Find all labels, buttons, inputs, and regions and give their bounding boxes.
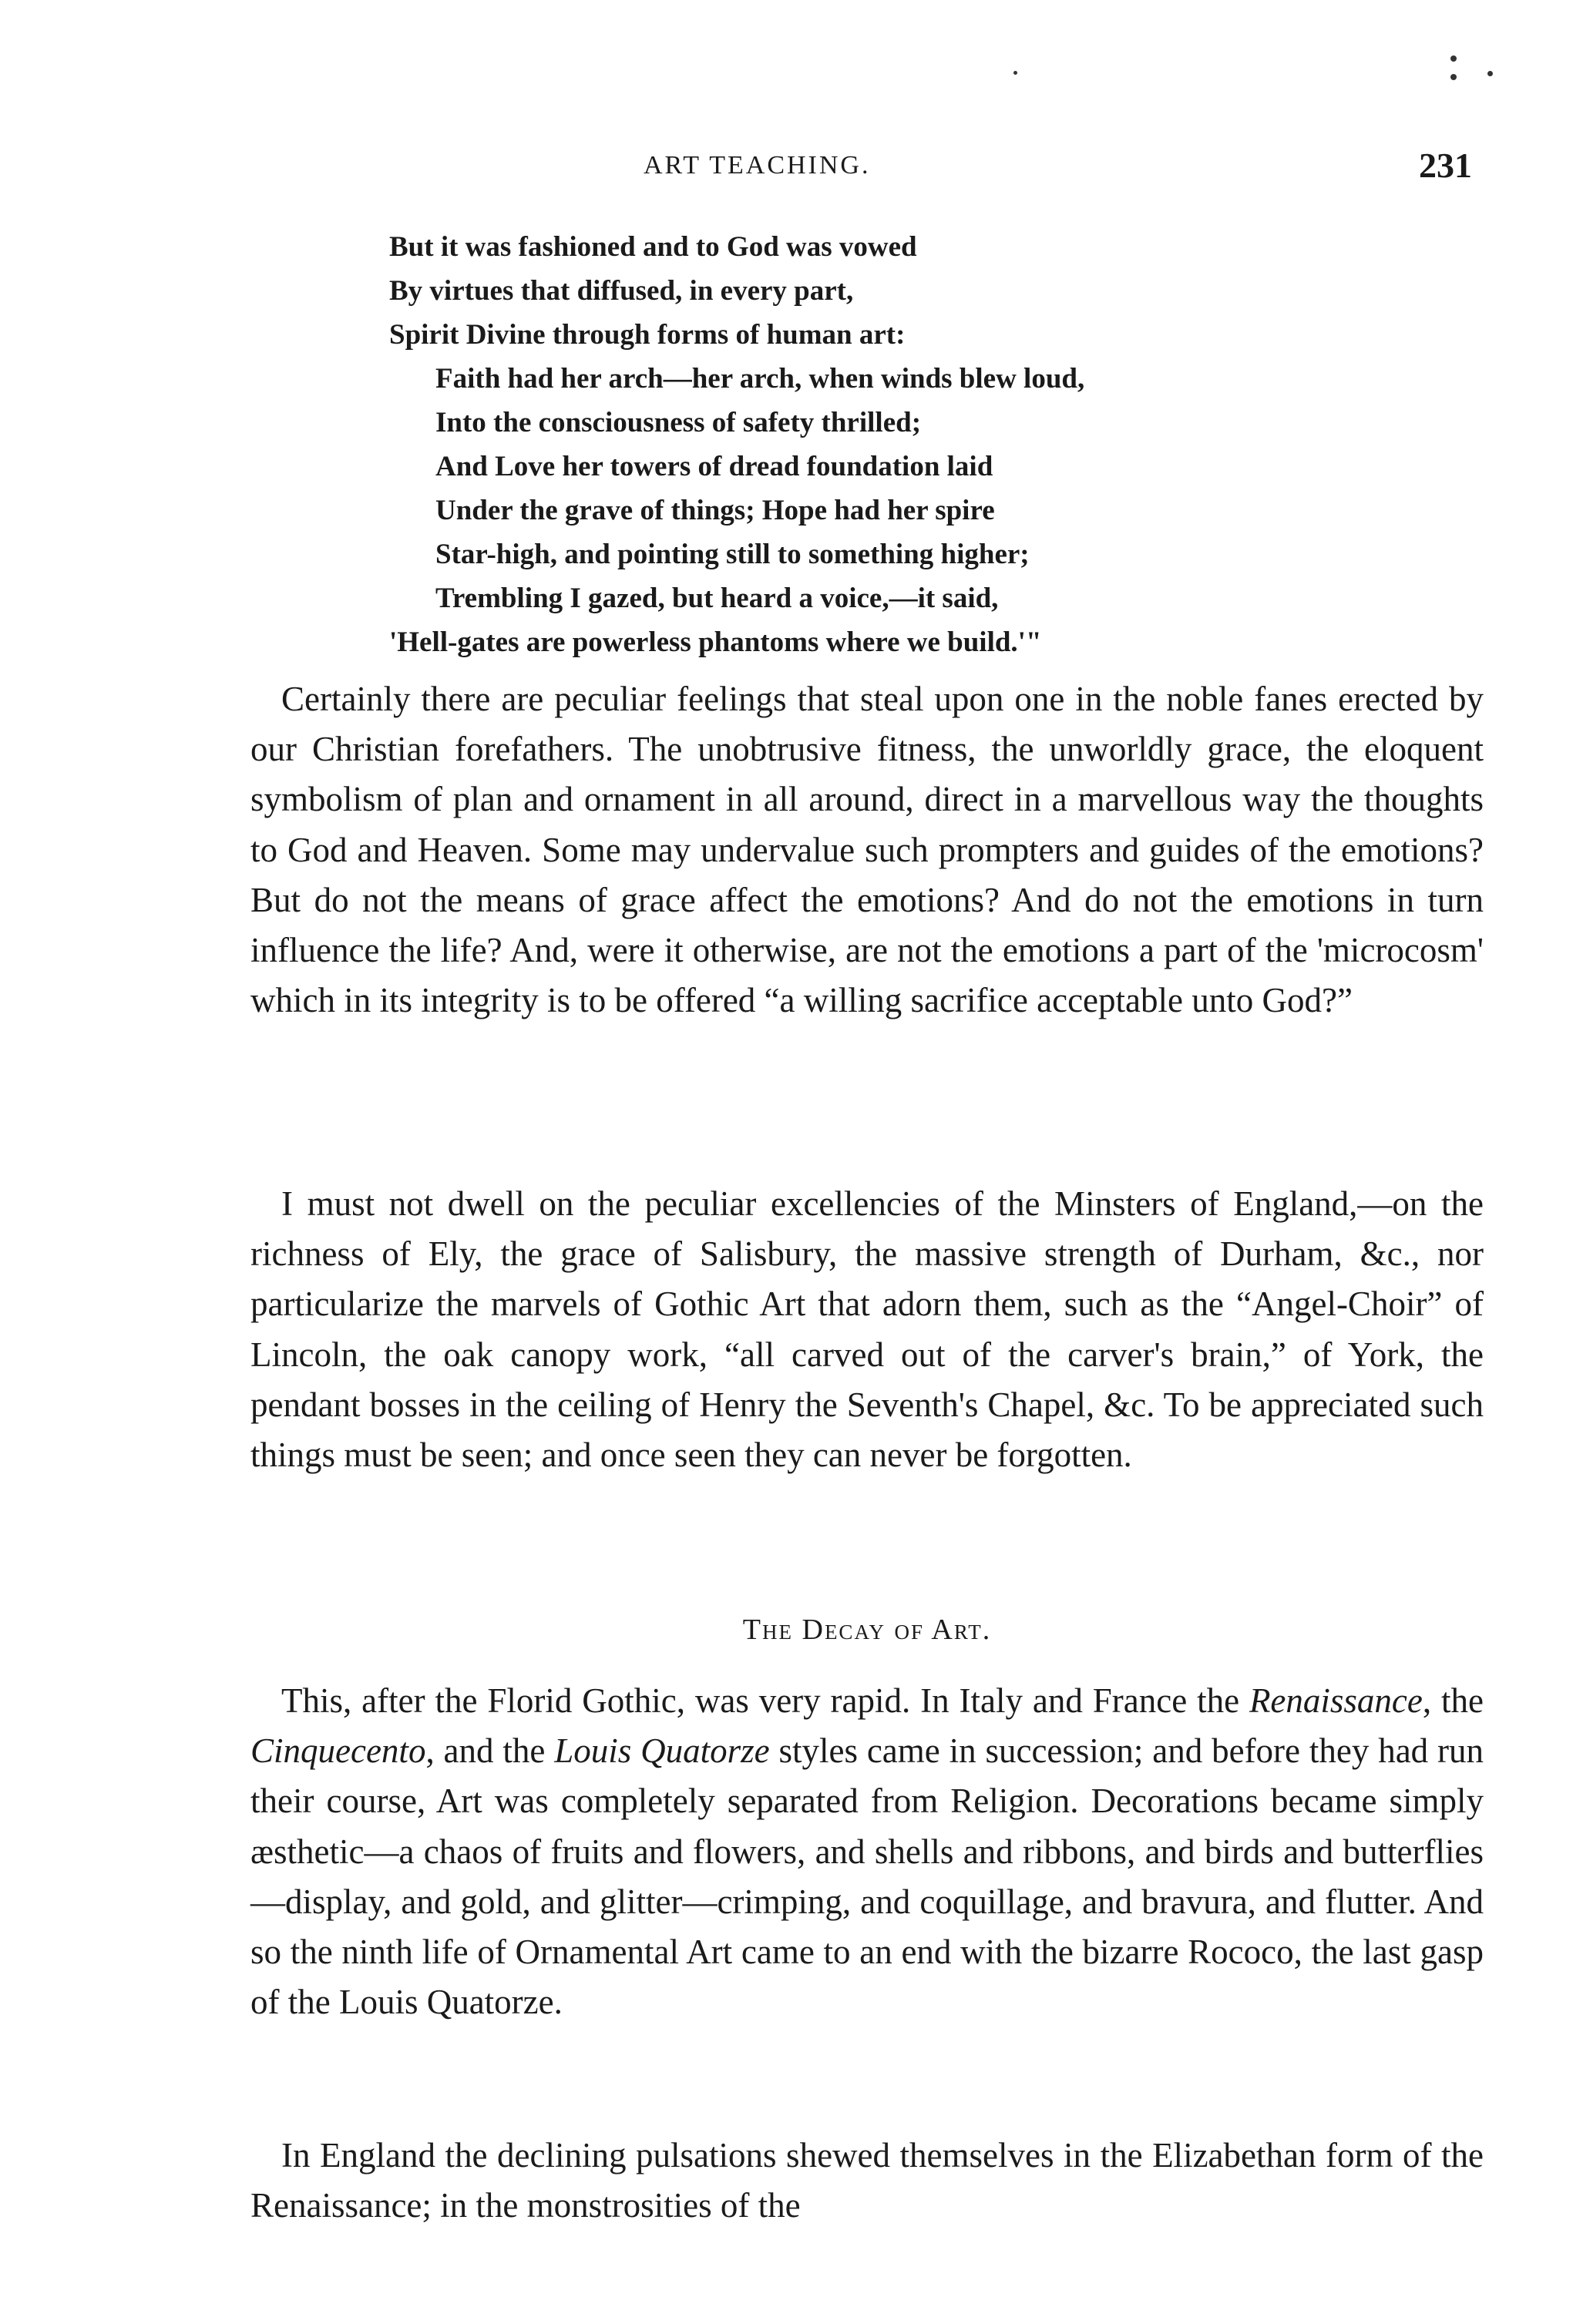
italic-term: Renaissance [1249, 1681, 1423, 1720]
poem-line: Faith had her arch—her arch, when winds blew loud, [435, 363, 1085, 395]
poem-line: And Love her towers of dread foundation laid [435, 451, 993, 482]
paragraph-decay [250, 1676, 1484, 2027]
paragraph-text: In England the declining pulsations shewed themselves in the Elizabethan form of the Renaissance; in the monstrosities of the [250, 2136, 1484, 2225]
text-run: , the [1422, 1681, 1484, 1720]
italic-term: Cinquecento [250, 1731, 426, 1771]
poem-line: Star-high, and pointing still to something higher; [435, 539, 1030, 570]
paragraph-england [250, 2131, 1484, 2231]
section-heading: The Decay of Art. [742, 1614, 992, 1646]
poem-line: Trembling I gazed, but heard a voice,—it said, [435, 583, 999, 614]
page-number: 231 [1419, 146, 1472, 185]
poem-line: Under the grave of things; Hope had her spire [435, 495, 995, 526]
poem-line: By virtues that diffused, in every part, [389, 275, 854, 307]
paragraph-minsters [250, 1179, 1484, 1480]
italic-term: Louis Quatorze [554, 1731, 770, 1771]
paragraph-text: Certainly there are peculiar feelings that steal upon one in the noble fanes erected by our Christian forefathers. The unobtrusive fitness, the unworldly grace, the eloquent symbolism of plan and ornament in all around, direct in a marvellous way the thoughts to God and Heaven. Some may undervalue such prompters and guides of the emotions? But do not the means of grace affect the emotions? And do not the emotions in turn influence the life? And, were it otherwise, are not the emotions a part of the 'microcosm' which in its integrity is to be offered “a willing sacrifice acceptable unto God?” [250, 680, 1484, 1020]
scan-speck [1487, 71, 1493, 76]
running-head [254, 145, 1472, 199]
scan-speck [1450, 74, 1457, 80]
text-run: This, after the Florid Gothic, was very rapid. In Italy and France the [281, 1681, 1249, 1720]
poem-line: 'Hell-gates are powerless phantoms where we build.'" [389, 626, 1042, 658]
paragraph-fanes [250, 674, 1484, 1026]
text-run: styles came in succession; and before they had run their course, Art was completely separated from Religion. Decorations became simply æsthetic—a chaos of fruits and flowers, and shells and ribbons, and birds and butterflies—display, and gold, and glitter—crimping, and coquillage, and bravura, and flutter. And so the ninth life of Ornamental Art came to an end with the bizarre Rococo, the last gasp of the Louis Quatorze. [250, 1731, 1484, 2022]
paragraph-text: I must not dwell on the peculiar excellencies of the Minsters of England,—on the richness of Ely, the grace of Salisbury, the massive strength of Durham, &c., nor particularize the marvels of Gothic Art that adorn them, such as the “Angel-Choir” of Lincoln, the oak canopy work, “all carved out of the carver's brain,” of York, the pendant bosses in the ceiling of Henry the Seventh's Chapel, &c. To be appreciated such things must be seen; and once seen they can never be forgotten. [250, 1184, 1484, 1475]
scan-speck [1450, 55, 1457, 62]
text-run: , and the [425, 1731, 555, 1771]
paragraph-text [250, 1676, 1484, 2027]
scan-speck [1013, 71, 1017, 75]
running-title: ART TEACHING. [644, 151, 871, 180]
poem-line: Into the consciousness of safety thrilled; [435, 407, 922, 438]
poem-line: Spirit Divine through forms of human art: [389, 319, 906, 351]
poem-line: But it was fashioned and to God was vowed [389, 231, 917, 263]
poem-quotation [389, 225, 1376, 664]
